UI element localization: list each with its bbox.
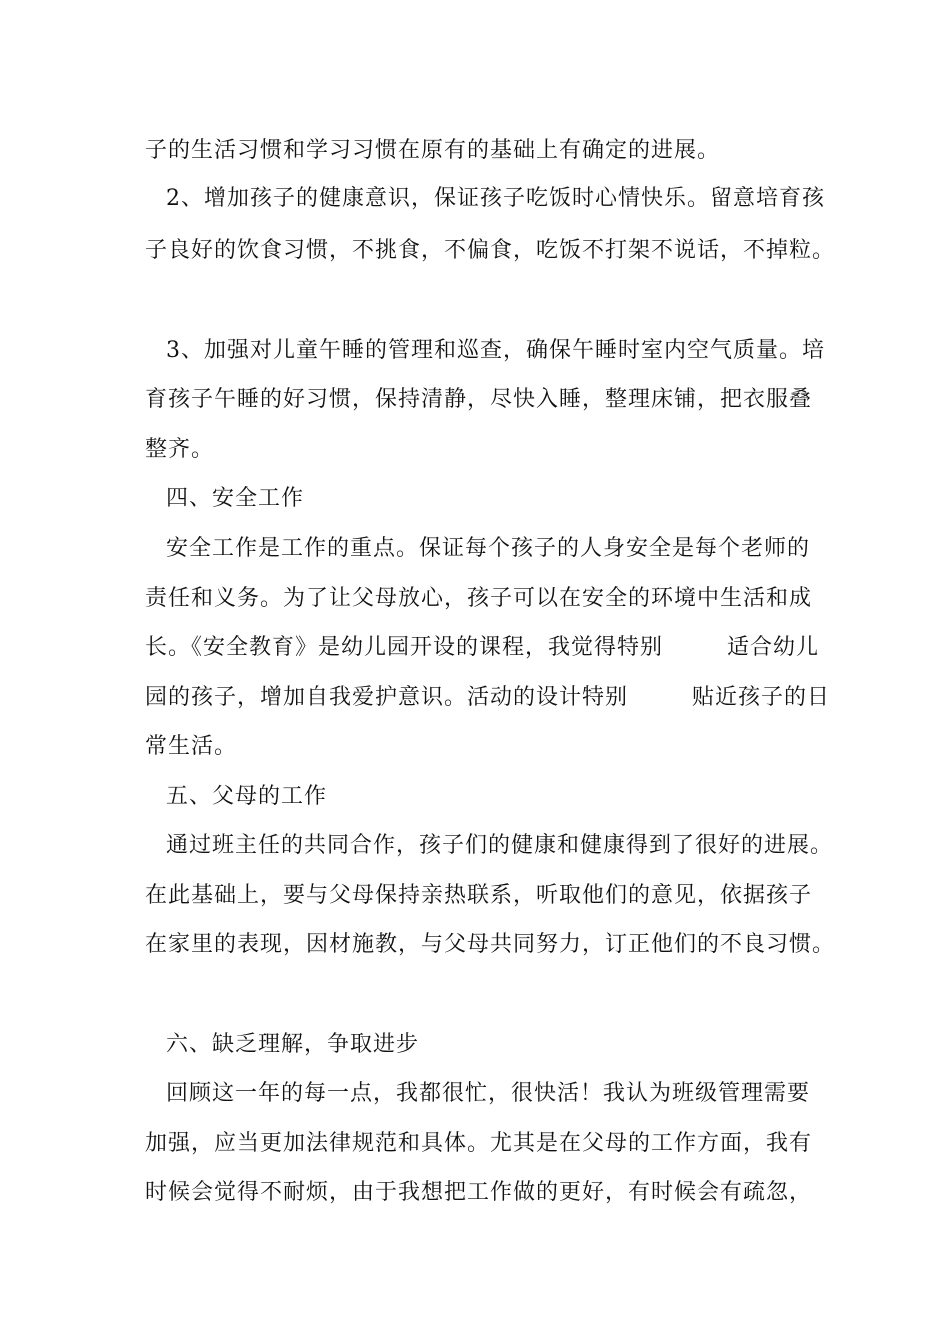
- text-line: 长。《安全教育》是幼儿园开设的课程，我觉得特别 适合幼儿: [145, 635, 819, 660]
- text-line: 通过班主任的共同合作，孩子们的健康和健康得到了很好的进展。: [166, 833, 834, 858]
- text-line: 3、加强对儿童午睡的管理和巡查，确保午睡时室内空气质量。培: [166, 338, 825, 363]
- text-line: 2、增加孩子的健康意识，保证孩子吃饭时心情快乐。留意培育孩: [166, 186, 825, 211]
- text-line: 子良好的饮食习惯，不挑食，不偏食，吃饭不打架不说话，不掉粒。: [145, 238, 836, 263]
- text-line: 在此基础上，要与父母保持亲热联系，听取他们的意见，依据孩子: [145, 883, 813, 908]
- text-line: 时候会觉得不耐烦，由于我想把工作做的更好，有时候会有疏忽，: [145, 1180, 813, 1205]
- text-line: 加强，应当更加法律规范和具体。尤其是在父母的工作方面，我有: [145, 1131, 813, 1156]
- text-line: 园的孩子，增加自我爱护意识。活动的设计特别 贴近孩子的日: [145, 685, 830, 710]
- text-line: 安全工作是工作的重点。保证每个孩子的人身安全是每个老师的: [166, 536, 811, 561]
- text-line: 整齐。: [145, 437, 215, 462]
- section-heading: 四、安全工作: [166, 486, 305, 511]
- text-line: 回顾这一年的每一点，我都很忙，很快活！我认为班级管理需要: [166, 1081, 811, 1106]
- text-line: 在家里的表现，因材施教，与父母共同努力，订正他们的不良习惯。: [145, 932, 836, 957]
- section-heading: 五、父母的工作: [166, 784, 328, 809]
- text-line: 育孩子午睡的好习惯，保持清静，尽快入睡，整理床铺，把衣服叠: [145, 387, 813, 412]
- text-line: 常生活。: [145, 734, 238, 759]
- text-line: 责任和义务。为了让父母放心，孩子可以在安全的环境中生活和成: [145, 586, 813, 611]
- section-heading: 六、缺乏理解，争取进步: [166, 1032, 420, 1057]
- text-line: 子的生活习惯和学习习惯在原有的基础上有确定的进展。: [145, 138, 721, 163]
